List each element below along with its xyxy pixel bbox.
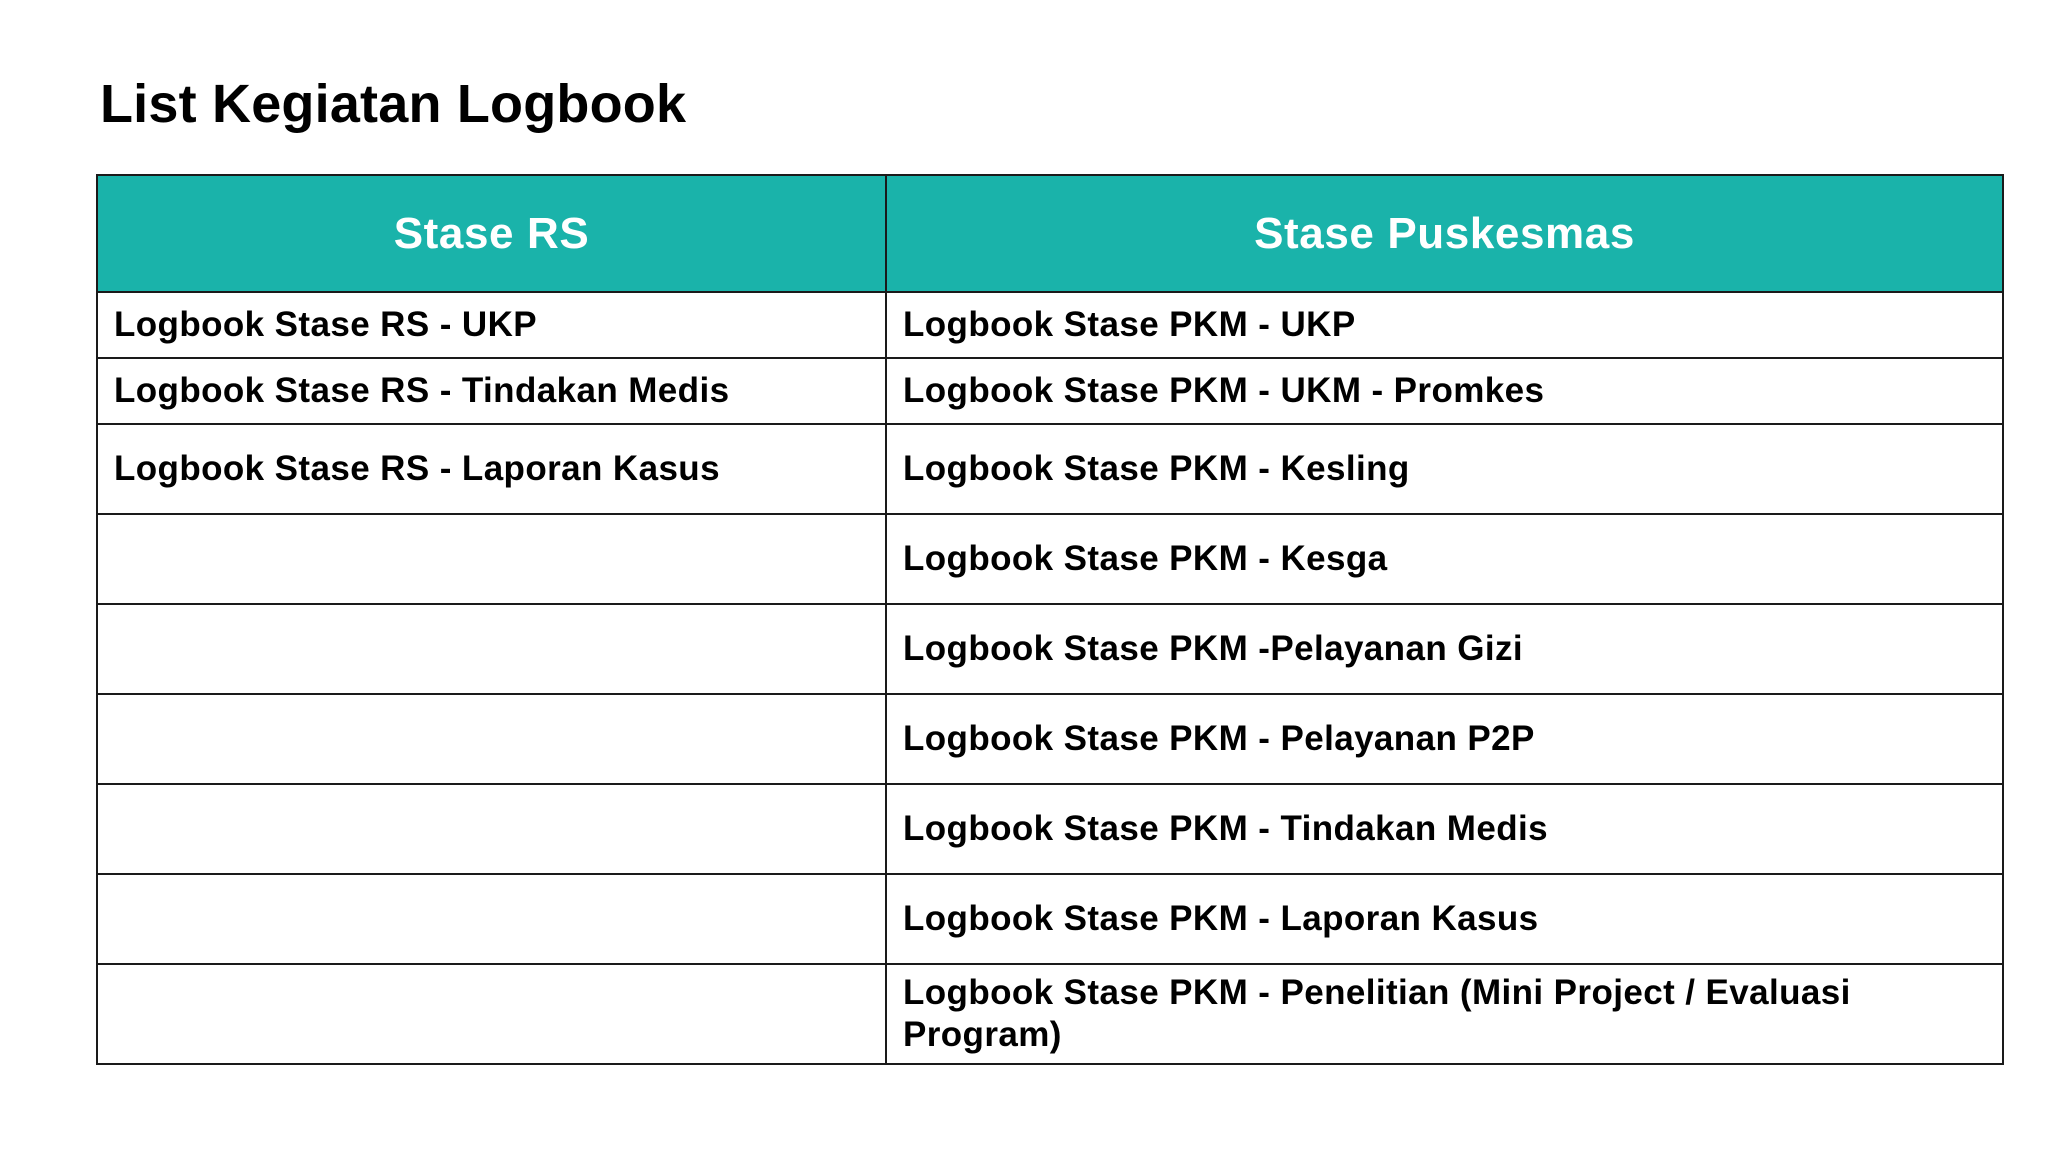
table-cell-pkm: Logbook Stase PKM - UKM - Promkes <box>886 358 2003 424</box>
table-cell-rs <box>97 784 886 874</box>
table-cell-pkm: Logbook Stase PKM - Penelitian (Mini Project / Evaluasi Program) <box>886 964 2003 1064</box>
table-row <box>97 964 2003 1064</box>
column-header-stase-rs: Stase RS <box>97 175 886 292</box>
table-row <box>97 424 2003 514</box>
table-row <box>97 784 2003 874</box>
table-cell-rs: Logbook Stase RS - Laporan Kasus <box>97 424 886 514</box>
table-header-row <box>97 175 2003 292</box>
table-row <box>97 694 2003 784</box>
table-cell-rs <box>97 604 886 694</box>
table-cell-rs <box>97 874 886 964</box>
table-cell-pkm: Logbook Stase PKM - Kesga <box>886 514 2003 604</box>
table-cell-pkm: Logbook Stase PKM - Pelayanan P2P <box>886 694 2003 784</box>
table-cell-pkm: Logbook Stase PKM -Pelayanan Gizi <box>886 604 2003 694</box>
table-cell-pkm: Logbook Stase PKM - Laporan Kasus <box>886 874 2003 964</box>
table-cell-rs <box>97 514 886 604</box>
page-title: List Kegiatan Logbook <box>100 74 687 134</box>
table-cell-rs <box>97 964 886 1064</box>
column-header-stase-puskesmas: Stase Puskesmas <box>886 175 2003 292</box>
table-row <box>97 358 2003 424</box>
table-cell-rs <box>97 694 886 784</box>
table-cell-pkm: Logbook Stase PKM - UKP <box>886 292 2003 358</box>
table-cell-rs: Logbook Stase RS - UKP <box>97 292 886 358</box>
table-cell-pkm: Logbook Stase PKM - Tindakan Medis <box>886 784 2003 874</box>
logbook-table <box>96 174 2004 1065</box>
table-row <box>97 514 2003 604</box>
table-row <box>97 604 2003 694</box>
table-cell-pkm: Logbook Stase PKM - Kesling <box>886 424 2003 514</box>
table-row <box>97 874 2003 964</box>
table-cell-rs: Logbook Stase RS - Tindakan Medis <box>97 358 886 424</box>
table-row <box>97 292 2003 358</box>
